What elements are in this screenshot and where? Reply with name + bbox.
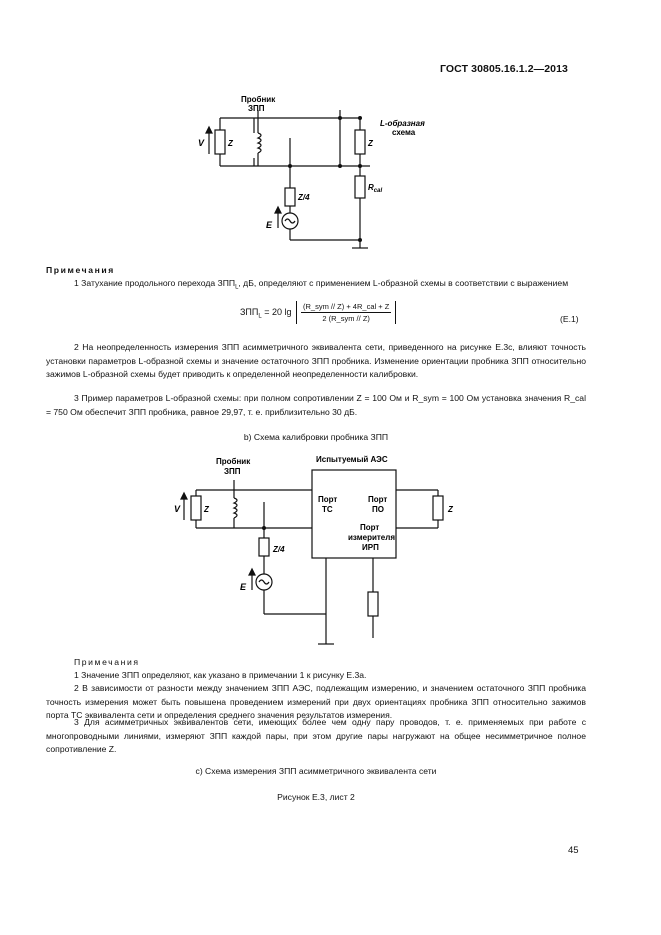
port-po-label: Порт (368, 495, 388, 504)
port-meas-label-3: ИРП (362, 543, 379, 552)
note-c-3: 3 Для асимметричных эквивалентов сети, имеющих более чем одну пару проводов, т. е. применяемых при работе с многопроводными линиями, измеряют ЗПП каждой пары, при этом другие пары нагружают на общее несимметричное полное сопротивление Z. (46, 717, 586, 755)
notes-c-title: Примечания (74, 657, 140, 667)
z-left-label: Z (228, 139, 233, 148)
note-c-2: 2 В зависимости от разности между значением ЗПП АЭС, подлежащим измерению, и значением остаточного ЗПП пробника точность измерения может быть повышена проведением измерений при двух ориентациях пробника ЗПП относительно зажимов порта ТС эквивалента сети и определения среднего значения результатов измерения. (46, 683, 586, 721)
port-meas-label-2: измерителя (348, 533, 395, 542)
formula-denominator: 2 (R_sym // Z) (322, 314, 370, 323)
z-right-c: Z (448, 505, 453, 514)
note-b-1: 1 Затухание продольного перехода $ЗПП_L$, дБ, определяют с применением L-образной схемы в соответствии с выражением (74, 278, 569, 291)
notes-b-title: Примечания (46, 265, 115, 275)
e-label-c: E (240, 582, 247, 592)
rcal-label: $R_{cal}$ (368, 183, 383, 194)
z-right-label: Z (368, 139, 373, 148)
port-meas-label: Порт (360, 523, 380, 532)
z4-label: Z/4 (298, 193, 310, 202)
e-label: E (266, 220, 273, 230)
probe-label-c: Пробник (216, 457, 251, 466)
caption-c: c) Схема измерения ЗПП асимметричного эквивалента сети (195, 766, 437, 776)
v-label-c: V (174, 504, 181, 514)
diagram-l-circuit (190, 88, 450, 258)
probe-label-c-2: ЗПП (224, 467, 241, 476)
formula-e1: $ЗПП_L = 20$ lg $\frac{\text{(R\_sym // Z) + 4R\_cal + Z}}{\text{2 (R\_sym // Z)}}$ (240, 301, 396, 324)
figure-caption: Рисунок E.3, лист 2 (277, 792, 355, 802)
formula-numerator: (R_sym // Z) + 4R_cal + Z (303, 302, 390, 311)
port-tc-label: Порт (318, 495, 338, 504)
v-label: V (198, 138, 205, 148)
note-b-3: 3 Пример параметров L-образной схемы: при полном сопротивлении Z = 100 Ом и R_sym = 100 Ом установка значения R_cal = 750 Ом обеспечит ЗПП пробника, равное 29,97, т. е. приблизительно 30 дБ. (46, 393, 586, 417)
probe-label: Пробник (241, 95, 276, 104)
l-circuit-label-2: схема (392, 128, 416, 137)
probe-label-2: ЗПП (248, 104, 265, 113)
note-c-1: 1 Значение ЗПП определяют, как указано в примечании 1 к рисунку E.3a. (74, 670, 367, 680)
note-b-2: 2 На неопределенность измерения ЗПП асимметричного эквивалента сети, приведенного на рисунке E.3c, влияют точность установки параметров L-образной схемы и значение остаточного ЗПП пробника. Изменение ориентации пробника ЗПП относительно зажимов L-образной схемы будет приводить к определенной неопределенности калибровки. (46, 342, 586, 380)
eut-label: Испытуемый АЭС (316, 455, 388, 464)
page-number: 45 (568, 845, 579, 856)
port-tc-label-2: ТС (322, 505, 333, 514)
document-code: ГОСТ 30805.16.1.2—2013 (440, 63, 568, 75)
z-left-c: Z (204, 505, 209, 514)
port-po-label-2: ПО (372, 505, 384, 514)
diagram-measurement (170, 452, 470, 657)
formula-number: (E.1) (560, 314, 579, 324)
z4-label-c: Z/4 (273, 545, 285, 554)
caption-b: b) Схема калибровки пробника ЗПП (243, 432, 389, 442)
l-circuit-label: L-образная (380, 119, 425, 128)
